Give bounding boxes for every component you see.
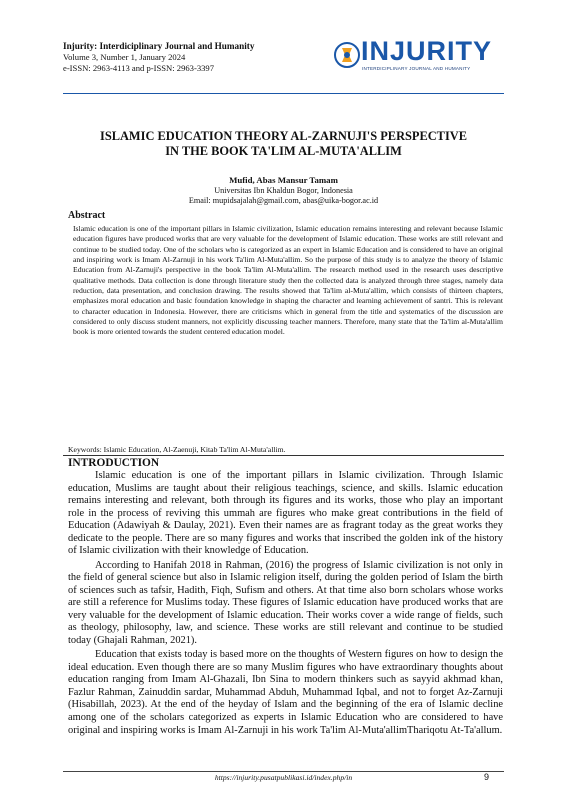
abstract-text: Islamic education is one of the important pillars in Islamic civilization, Islamic education remains interesting and relevant because Islamic education figures have produced works that are very valuable for the development of Islamic education. These works are still relevant and continue to be studied today. One of the scholars who is categorized as an expert in Islamic Education and is considered to have an original and inspiring work is Imam Al-Zarnuji in his work Ta'lim Al-Muta'allim. So the purpose of this study is to analyze the theory of Islamic Education from Al-Zarnuji's perspective in the book Ta'lim Al-Muta'allim. The research method used in the research uses descriptive qualitative methods. Data collection is done through literature study then the collected data is analyzed through three stages, namely data reduction, data presentation, and conclusion drawing. The results showed that Ta'lim al-Muta'allim, which consists of thirteen chapters, emphasizes moral education and basic foundation knowledge in shaping the character and learning achievement of santri. This is relevant to character education in Indonesia. However, there are criticisms which in general from the title and systematics of the discussion are considered to only discuss student manners, not explicitly discussing teacher manners. Therefore, many state that the Ta'lim al-Muta'allim book is more oriented towards the student centered education model. bbox=[73, 224, 503, 337]
paper-title bbox=[63, 129, 504, 159]
header-divider bbox=[63, 93, 504, 94]
volume-issue: Volume 3, Number 1, January 2024 bbox=[63, 52, 186, 62]
introduction-heading: INTRODUCTION bbox=[68, 457, 160, 469]
paper-title-line2: IN THE BOOK TA'LIM AL-MUTA'ALLIM bbox=[165, 144, 402, 158]
keywords: Keywords: Islamic Education, Al-Zaenuji, Kitab Ta'lim Al-Muta'allim. bbox=[68, 445, 286, 454]
intro-paragraph: According to Hanifah 2018 in Rahman, (2016) the progress of Islamic civilization is not only in the field of general science but also in Islamic religion itself, during the golden period of Islam the birth of sciences such as tafsir, Hadith, Fiqh, Sufism and others. At that time also born scholars whose works are still a reference for Muslims today. These figures of Islamic education have produced works that are very valuable for the development of Islamic education. Their works cover a wide range of fields, such as theology, philosophy, law, and science. These works are still relevant and continue to be studied today (Ghajali Rahman, 2021). bbox=[68, 559, 503, 646]
paper-title-line1: ISLAMIC EDUCATION THEORY AL-ZARNUJI'S PERSPECTIVE bbox=[100, 129, 467, 143]
journal-header bbox=[63, 36, 503, 89]
affiliation: Universitas Ibn Khaldun Bogor, Indonesia bbox=[214, 186, 353, 195]
author-email: Email: mupidsajalah@gmail.com, abas@uika-bogor.ac.id bbox=[188, 196, 379, 205]
intro-paragraph: Education that exists today is based more on the thoughts of Western figures on how to design the ideal education. Even though there are so many Muslim figures who have extraordinary thoughts about education ranging from Imam Al-Ghazali, Ibn Sina to modern thinkers such as sayyid akhmad khan, Fazlur Rahman, Zainuddin sardar, Muhammad Abduh, Muhammad Iqbal, and not to forget Az-Zarnuji (Hisabillah, 2023). At the end of the heyday of Islam and the beginning of the era of Islamic decline among one of the scholars categorized as experts in Islamic Education who are considered to have original and inspiring works is Imam Al-Zarnuji in his work Ta'lim Al-Muta'allimThariqotu At-Ta'allum. bbox=[68, 649, 503, 736]
intro-paragraph: Islamic education is one of the important pillars in Islamic civilization. Through Islamic education, Muslims are taught about their religious teachings, science, and skills. Islamic education remains interesting and relevant, both through its figures and its works, those who play an important role in the process of reviving this ummah are figures who make great contributions in the field of Education (Adawiyah & Daulay, 2021). Even their names are as fragrant today as the great works they dedicate to the people. There are so many figures and works that inscribed the golden ink of the history of Islamic civilization with their knowledge of Education. bbox=[68, 470, 503, 557]
journal-emblem-icon bbox=[333, 41, 361, 69]
journal-title: Injurity: Interdiciplinary Journal and Humanity bbox=[63, 41, 255, 51]
logo-word: INJURITY bbox=[361, 36, 493, 66]
logo-tagline: INTERDICIPLINARY JOURNAL AND HUMANITY bbox=[362, 66, 471, 71]
authors: Mufid, Abas Mansur Tamam bbox=[229, 175, 338, 185]
abstract-heading: Abstract bbox=[68, 210, 106, 221]
page-number: 9 bbox=[484, 772, 490, 782]
footer-divider bbox=[63, 771, 504, 772]
introduction-body bbox=[68, 470, 503, 739]
issn: e-ISSN: 2963-4113 and p-ISSN: 2963-3397 bbox=[63, 63, 215, 73]
footer-url[interactable]: https://injurity.pusatpublikasi.id/index.php/in bbox=[214, 773, 353, 782]
journal-logo bbox=[333, 36, 503, 85]
